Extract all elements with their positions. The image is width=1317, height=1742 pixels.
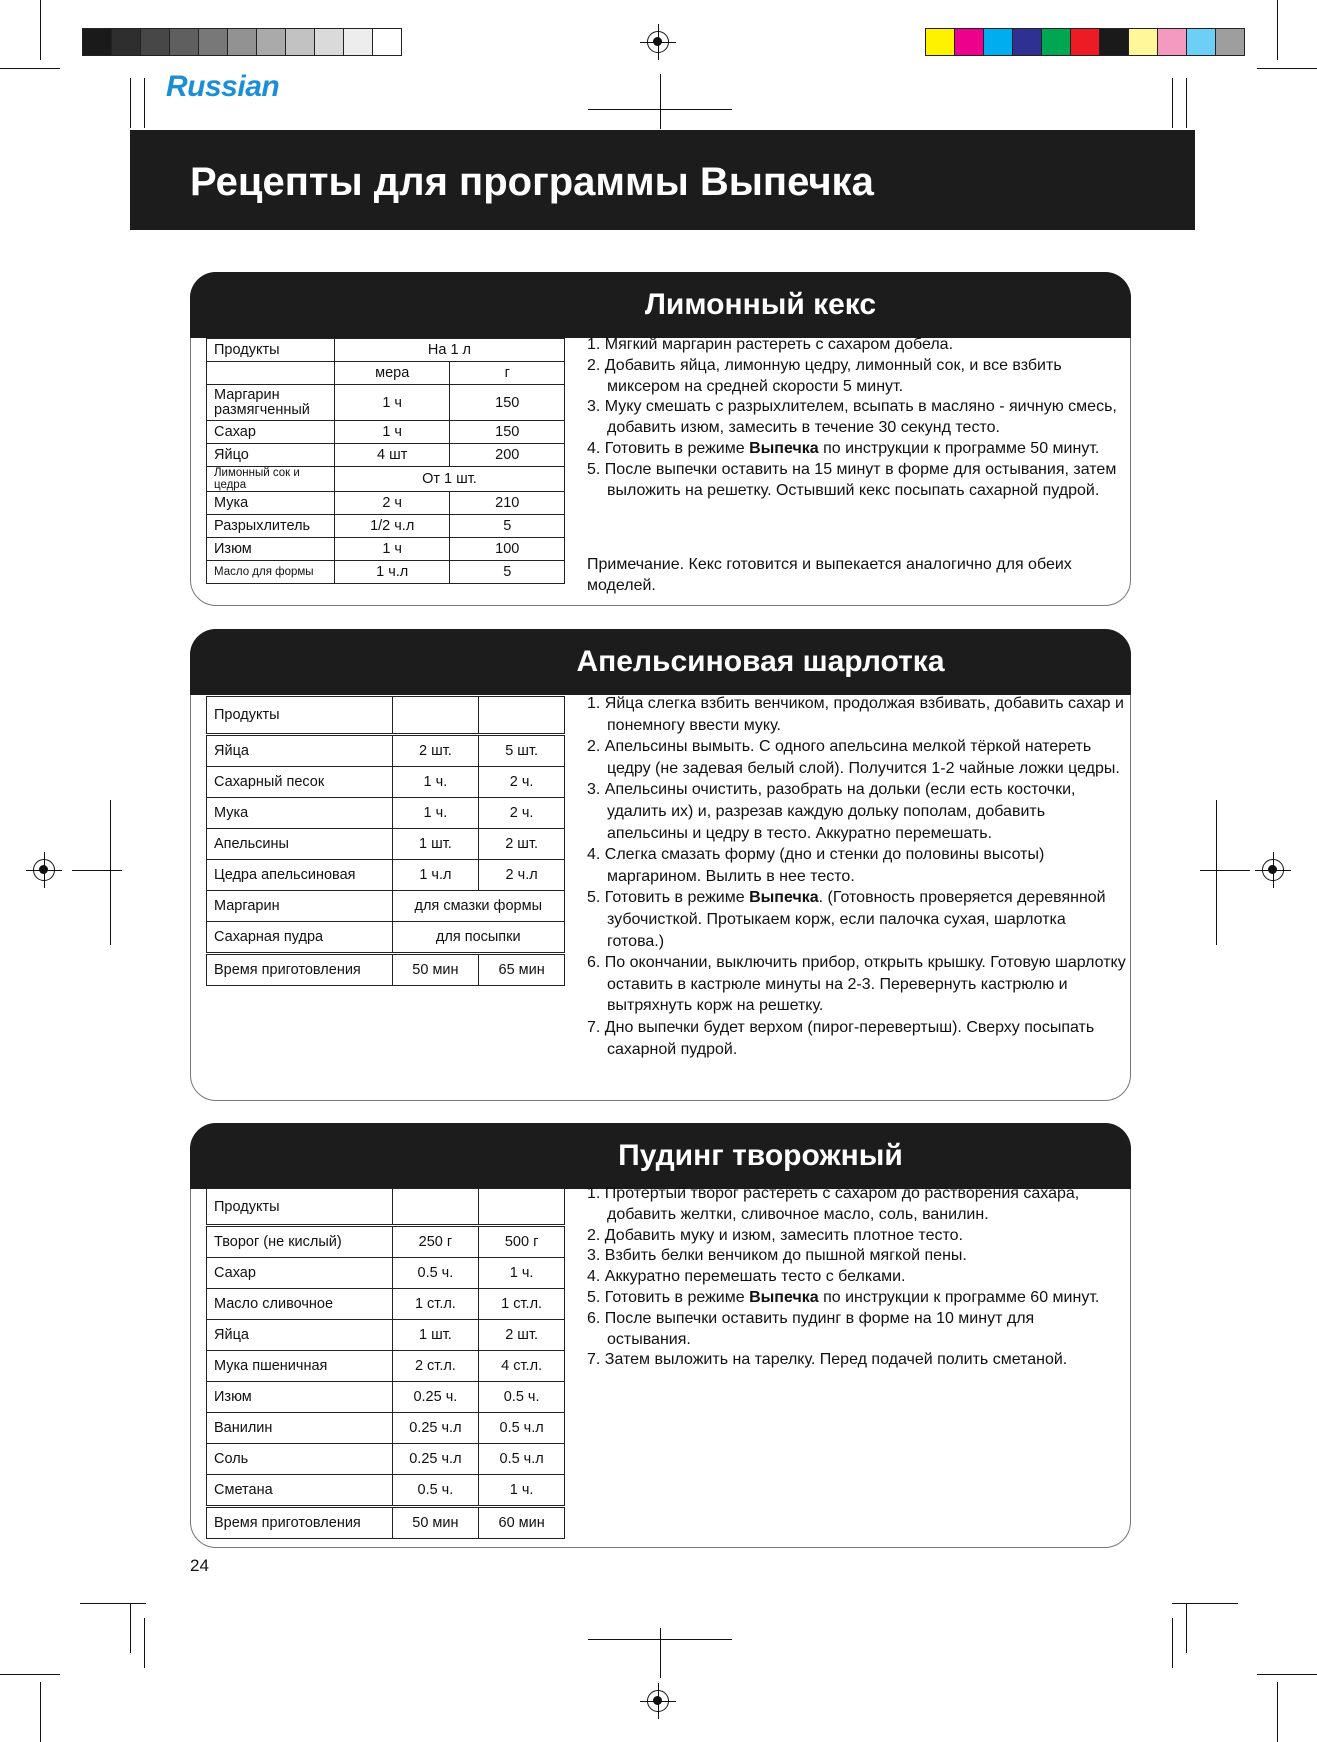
recipe-title-bar	[190, 629, 1131, 695]
table-cell: для посыпки	[392, 922, 564, 954]
list-item: 2. Добавить яйца, лимонную цедру, лимонный сок, и все взбить миксером на средней скорости 5 минут.	[587, 356, 1062, 395]
step-text: 4. Готовить в режиме	[587, 439, 750, 457]
table-cell: 1 ч.л	[334, 561, 450, 584]
list-item: 7. Затем выложить на тарелку. Перед подачей полить сметаной.	[587, 1351, 1068, 1369]
list-item: 2. Апельсины вымыть. С одного апельсина мелкой тёркой натереть цедру (не задевая белый слой). Получится 1-2 чайные ложки цедры.	[587, 738, 1120, 777]
table-cell: Масло для формы	[207, 561, 335, 584]
table-cell: Изюм	[207, 1382, 393, 1413]
step-text: 5. Готовить в режиме	[587, 1288, 750, 1306]
list-item: 4. Аккуратно перемешать тесто с белками.	[587, 1268, 906, 1286]
table-row	[207, 421, 565, 444]
list-item: 3. Муку смешать с разрыхлителем, всыпать в масляно - яичную смесь, добавить изюм, замесить в течение 30 секунд тесто.	[587, 398, 1117, 437]
grayscale-calibration-strip	[82, 28, 402, 56]
calibration-swatch	[373, 29, 401, 55]
ingredients-table	[206, 696, 565, 986]
color-calibration-strip	[925, 28, 1245, 56]
table-cell	[207, 362, 335, 385]
table-cell: Сахар	[207, 1258, 393, 1289]
table-row	[207, 1320, 565, 1351]
table-row	[207, 467, 565, 492]
instructions-list	[587, 335, 1122, 501]
table-header-row	[207, 1189, 565, 1226]
table-cell: 0.5 ч.	[392, 1258, 479, 1289]
list-item: 3. Апельсины очистить, разобрать на дольки (если есть косточки, удалить их) и, разрезав каждую дольку пополам, добавить апельсины и цедру в тесто. Аккуратно перемешать.	[587, 781, 1076, 842]
crop-mark	[1200, 870, 1250, 871]
table-cell: г	[450, 362, 565, 385]
calibration-swatch	[1100, 29, 1129, 55]
calibration-swatch	[112, 29, 141, 55]
table-row	[207, 767, 565, 798]
calibration-swatch	[1129, 29, 1158, 55]
calibration-swatch	[1042, 29, 1071, 55]
table-cell: 1 ст.л.	[392, 1289, 479, 1320]
table-cell: Яйцо	[207, 444, 335, 467]
crop-mark	[144, 1618, 145, 1668]
table-header-row	[207, 697, 565, 735]
table-row	[207, 1258, 565, 1289]
table-cell: 2 шт.	[479, 829, 565, 860]
table-cell: 2 ч.л	[479, 860, 565, 891]
table-cell: 1 ч.	[479, 1475, 565, 1507]
table-row	[207, 515, 565, 538]
crop-mark	[1172, 1618, 1173, 1668]
calibration-swatch	[984, 29, 1013, 55]
page-title: Рецепты для программы Выпечка	[190, 160, 874, 204]
recipe-title: Лимонный кекс	[644, 288, 877, 321]
table-row	[207, 1475, 565, 1507]
recipe-title-bar	[190, 1123, 1131, 1189]
table-cell: 0.5 ч.л	[479, 1413, 565, 1444]
table-cell: Мука	[207, 492, 335, 515]
table-cell	[392, 697, 479, 735]
calibration-swatch	[1216, 29, 1244, 55]
table-cell: На 1 л	[334, 339, 564, 362]
table-cell: 1 ч.л	[392, 860, 479, 891]
table-cell: 0.5 ч.л	[479, 1444, 565, 1475]
registration-mark-left	[33, 859, 55, 881]
list-item: 7. Дно выпечки будет верхом (пирог-перевертыш). Сверху посыпать сахарной пудрой.	[587, 1018, 1095, 1058]
calibration-swatch	[1013, 29, 1042, 55]
crop-mark	[1186, 78, 1187, 128]
table-cell: 150	[450, 421, 565, 444]
table-cell: 0.25 ч.л	[392, 1413, 479, 1444]
calibration-swatch	[344, 29, 373, 55]
table-cell: 1 ст.л.	[479, 1289, 565, 1320]
table-cell: 200	[450, 444, 565, 467]
recipe-title-bar	[190, 272, 1131, 338]
table-cell: 0.25 ч.л	[392, 1444, 479, 1475]
table-cell: Творог (не кислый)	[207, 1226, 393, 1258]
table-cell: 1 ч.	[479, 1258, 565, 1289]
table-cell	[479, 697, 565, 735]
list-item	[587, 439, 1122, 460]
registration-mark-top	[647, 31, 669, 53]
table-header-row	[207, 339, 565, 362]
table-cell: 2 ст.л.	[392, 1351, 479, 1382]
table-row	[207, 1289, 565, 1320]
instructions-list	[587, 693, 1127, 1060]
table-cell: 0.5 ч.	[392, 1475, 479, 1507]
crop-mark	[40, 1682, 41, 1742]
table-total-row	[207, 1507, 565, 1539]
table-row	[207, 1351, 565, 1382]
page-number: 24	[190, 1556, 209, 1575]
recipe-title: Апельсиновая шарлотка	[576, 645, 945, 678]
table-cell: Мука	[207, 798, 393, 829]
table-cell: Время приготовления	[207, 1507, 393, 1539]
list-item: 3. Взбить белки венчиком до пышной мягкой пены.	[587, 1247, 967, 1265]
list-item: 4. Слегка смазать форму (дно и стенки до половины высоты) маргарином. Вылить в нее тесто.	[587, 846, 1045, 885]
table-cell: 2 шт.	[392, 735, 479, 767]
calibration-swatch	[83, 29, 112, 55]
calibration-swatch	[315, 29, 344, 55]
table-row	[207, 891, 565, 922]
recipe-note: Примечание. Кекс готовится и выпекается аналогично для обеих моделей.	[587, 556, 1072, 594]
list-item	[587, 1288, 1117, 1309]
crop-mark	[1172, 78, 1173, 128]
crop-mark	[1257, 68, 1317, 69]
step-text: 5. Готовить в режиме	[587, 889, 750, 907]
table-cell: 150	[450, 385, 565, 421]
table-cell: 250 г	[392, 1226, 479, 1258]
table-row	[207, 922, 565, 954]
table-cell: Сахар	[207, 421, 335, 444]
crop-mark	[130, 1603, 131, 1653]
crop-mark	[1172, 1603, 1238, 1604]
table-cell	[479, 1189, 565, 1226]
crop-mark	[1277, 1682, 1278, 1742]
title-banner	[130, 130, 1195, 230]
table-cell: Продукты	[207, 697, 393, 735]
crop-mark	[0, 68, 60, 69]
list-item: 1. Мягкий маргарин растереть с сахаром добела.	[587, 336, 954, 353]
crop-mark	[1186, 1603, 1187, 1653]
table-row	[207, 1444, 565, 1475]
table-cell: 100	[450, 538, 565, 561]
calibration-swatch	[1187, 29, 1216, 55]
table-cell: Лимонный сок и цедра	[207, 467, 335, 492]
calibration-swatch	[1158, 29, 1187, 55]
ingredients-table	[206, 338, 565, 584]
table-cell: 1/2 ч.л	[334, 515, 450, 538]
list-item: 2. Добавить муку и изюм, замесить плотное тесто.	[587, 1226, 963, 1244]
table-cell: 0.5 ч.	[479, 1382, 565, 1413]
table-row	[207, 735, 565, 767]
table-cell: 65 мин	[479, 954, 565, 986]
table-cell: 50 мин	[392, 954, 479, 986]
calibration-swatch	[199, 29, 228, 55]
table-cell: 0.25 ч.	[392, 1382, 479, 1413]
table-cell: 5	[450, 515, 565, 538]
table-cell: Цедра апельсиновая	[207, 860, 393, 891]
step-text: по инструкции к программе 50 минут.	[818, 439, 1100, 457]
table-cell: 1 ч.	[392, 767, 479, 798]
crop-mark	[110, 800, 111, 945]
registration-mark-bottom	[647, 1690, 669, 1712]
calibration-swatch	[286, 29, 315, 55]
registration-mark-right	[1262, 859, 1284, 881]
list-item: 5. После выпечки оставить на 15 минут в форме для остывания, затем выложить на решетку. Остывший кекс посыпать сахарной пудрой.	[587, 460, 1117, 499]
crop-mark	[660, 74, 661, 129]
crop-mark	[660, 1628, 661, 1678]
table-total-row	[207, 954, 565, 986]
table-cell: Продукты	[207, 1189, 393, 1226]
table-header-row	[207, 362, 565, 385]
table-cell: Изюм	[207, 538, 335, 561]
table-cell: 1 ч.	[392, 798, 479, 829]
table-cell: Маргарин размягченный	[207, 385, 335, 421]
calibration-swatch	[228, 29, 257, 55]
table-row	[207, 492, 565, 515]
table-row	[207, 444, 565, 467]
crop-mark	[72, 870, 122, 871]
table-row	[207, 538, 565, 561]
calibration-swatch	[955, 29, 984, 55]
table-cell: Сметана	[207, 1475, 393, 1507]
recipe-title: Пудинг творожный	[618, 1139, 903, 1172]
table-row	[207, 798, 565, 829]
calibration-swatch	[170, 29, 199, 55]
table-row	[207, 1226, 565, 1258]
table-row	[207, 1413, 565, 1444]
table-cell: Апельсины	[207, 829, 393, 860]
table-cell: 5 шт.	[479, 735, 565, 767]
table-cell: Разрыхлитель	[207, 515, 335, 538]
crop-mark	[1277, 0, 1278, 60]
list-item: 1. Протертый творог растереть с сахаром до растворения сахара, добавить желтки, сливочное масло, соль, ванилин.	[587, 1185, 1080, 1223]
ingredients-table	[206, 1188, 565, 1539]
table-cell: 1 ч	[334, 421, 450, 444]
table-cell: Ванилин	[207, 1413, 393, 1444]
table-cell: 2 ч	[334, 492, 450, 515]
calibration-swatch	[257, 29, 286, 55]
table-cell: Мука пшеничная	[207, 1351, 393, 1382]
list-item: 6. После выпечки оставить пудинг в форме на 10 минут для остывания.	[587, 1309, 1035, 1348]
crop-mark	[1216, 800, 1217, 945]
crop-mark	[80, 1603, 146, 1604]
crop-mark	[130, 78, 131, 128]
calibration-swatch	[1071, 29, 1100, 55]
table-cell: 50 мин	[392, 1507, 479, 1539]
table-cell: 1 шт.	[392, 1320, 479, 1351]
table-cell: 60 мин	[479, 1507, 565, 1539]
table-cell: 500 г	[479, 1226, 565, 1258]
table-cell: 1 шт.	[392, 829, 479, 860]
table-cell: 4 ст.л.	[479, 1351, 565, 1382]
language-label: Russian	[166, 70, 280, 103]
list-item	[587, 887, 1127, 952]
table-cell: Соль	[207, 1444, 393, 1475]
table-cell: мера	[334, 362, 450, 385]
table-cell: 2 шт.	[479, 1320, 565, 1351]
table-cell: Сахарная пудра	[207, 922, 393, 954]
table-row	[207, 829, 565, 860]
table-cell: Продукты	[207, 339, 335, 362]
calibration-swatch	[926, 29, 955, 55]
table-row	[207, 561, 565, 584]
table-cell: 2 ч.	[479, 767, 565, 798]
table-cell: 210	[450, 492, 565, 515]
table-cell: Яйца	[207, 735, 393, 767]
table-cell: Маргарин	[207, 891, 393, 922]
crop-mark	[0, 1674, 60, 1675]
table-cell: Масло сливочное	[207, 1289, 393, 1320]
table-cell: Сахарный песок	[207, 767, 393, 798]
table-row	[207, 1382, 565, 1413]
step-text: по инструкции к программе 60 минут.	[818, 1288, 1100, 1306]
table-cell: 4 шт	[334, 444, 450, 467]
table-cell: для смазки формы	[392, 891, 564, 922]
table-cell: 1 ч	[334, 385, 450, 421]
program-name: Выпечка	[749, 439, 819, 457]
table-cell: От 1 шт.	[334, 467, 564, 492]
table-cell: 1 ч	[334, 538, 450, 561]
table-cell: Яйца	[207, 1320, 393, 1351]
list-item: 6. По окончании, выключить прибор, открыть крышку. Готовую шарлотку оставить в кастрюле минуты на 2-3. Перевернуть кастрюлю и вытряхнуть корж на решетку.	[587, 954, 1126, 1015]
instructions-list	[587, 1184, 1117, 1371]
calibration-swatch	[141, 29, 170, 55]
crop-mark	[40, 0, 41, 60]
table-cell: 5	[450, 561, 565, 584]
table-cell: Время приготовления	[207, 954, 393, 986]
crop-mark	[144, 78, 145, 128]
table-cell	[392, 1189, 479, 1226]
list-item: 1. Яйца слегка взбить венчиком, продолжая взбивать, добавить сахар и понемногу ввести муку.	[587, 695, 1124, 734]
program-name: Выпечка	[749, 1288, 819, 1306]
table-cell: 2 ч.	[479, 798, 565, 829]
program-name: Выпечка	[749, 889, 819, 907]
crop-mark	[1257, 1674, 1317, 1675]
step-text: . (Готовность проверяется деревянной зубочисткой. Протыкаем корж, если палочка сухая, шарлотка готова.)	[607, 889, 1106, 950]
table-row	[207, 385, 565, 421]
table-row	[207, 860, 565, 891]
